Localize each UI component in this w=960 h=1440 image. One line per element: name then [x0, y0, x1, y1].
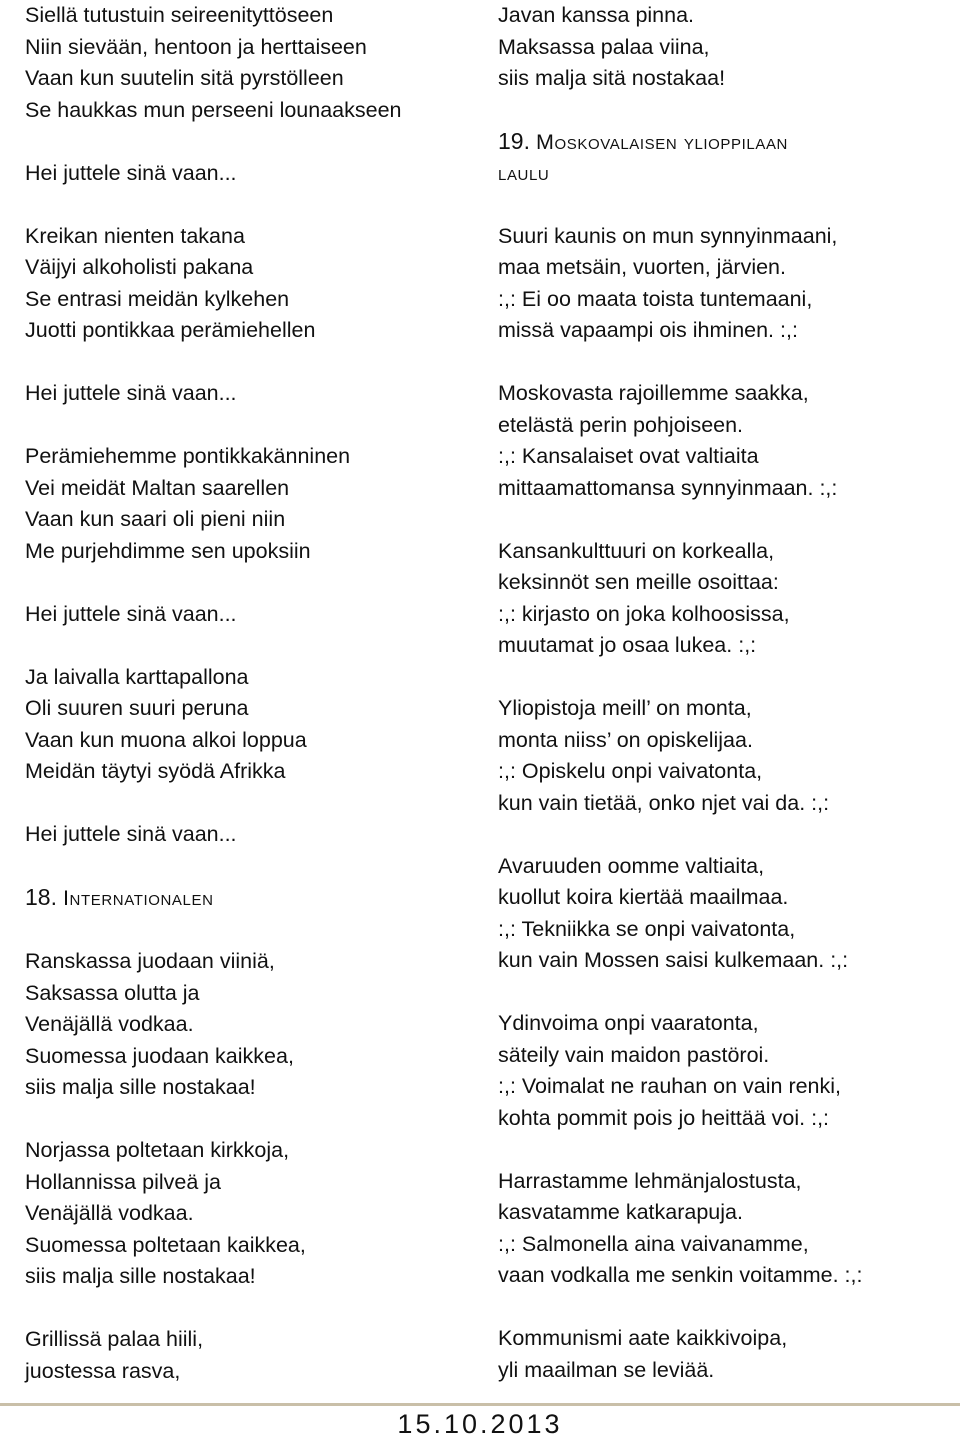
stanza-2: [25, 221, 465, 347]
song-number: 18.: [25, 884, 57, 910]
refrain: [25, 819, 465, 851]
stanza-3: [25, 441, 465, 567]
lyric-line: Perämiehemme pontikkakänninen: [25, 444, 351, 468]
refrain-line: Hei juttele sinä vaan...: [25, 601, 237, 626]
lyric-line: siis malja sille nostakaa!: [25, 1075, 256, 1099]
lyric-line: Ydinvoima onpi vaaratonta,: [498, 1011, 759, 1035]
lyric-line: kasvatamme katkarapuja.: [498, 1200, 743, 1224]
refrain-line: Hei juttele sinä vaan...: [25, 381, 237, 405]
lyric-line: Maksassa palaa viina,: [498, 34, 710, 59]
lyric-line: Moskovasta rajoillemme saakka,: [498, 381, 809, 405]
stanza-1: [25, 0, 465, 126]
refrain: [25, 158, 465, 190]
left-column: [25, 0, 465, 1419]
lyric-line: keksinnöt sen meille osoittaa:: [498, 570, 779, 594]
lyric-line: Suuri kaunis on mun synnyinmaani,: [498, 223, 838, 248]
lyric-line: Venäjällä vodkaa.: [25, 1201, 194, 1225]
lyric-line: Hollannissa pilveä ja: [25, 1169, 221, 1194]
stanza-5: [25, 946, 465, 1104]
lyric-line: Meidän täytyi syödä Afrikka: [25, 759, 286, 783]
lyric-line: Suomessa juodaan kaikkea,: [25, 1043, 294, 1068]
lyric-line: vaan vodkalla me senkin voitamme. :,:: [498, 1263, 863, 1287]
lyric-line: Se haukkas mun perseeni lounaakseen: [25, 97, 402, 122]
song-title: Internationalen: [62, 886, 214, 910]
lyric-line: siis malja sille nostakaa!: [25, 1264, 256, 1288]
lyric-line: Niin sievään, hentoon ja herttaiseen: [25, 34, 367, 59]
lyric-line: Vaan kun suutelin sitä pyrstölleen: [25, 66, 344, 90]
lyric-line: Me purjehdimme sen upoksiin: [25, 538, 311, 563]
lyric-line: mittaamattomansa synnyinmaan. :,:: [498, 475, 838, 500]
lyric-line: Norjassa poltetaan kirkkoja,: [25, 1138, 290, 1162]
stanza-7: [25, 1324, 465, 1387]
lyric-line: :,: Opiskelu onpi vaivatonta,: [498, 759, 763, 783]
lyric-line: Venäjällä vodkaa.: [25, 1012, 194, 1036]
lyric-line: Kommunismi aate kaikkivoipa,: [498, 1326, 788, 1350]
stanza-4: [498, 693, 948, 819]
lyric-line: :,: Kansalaiset ovat valtiaita: [498, 444, 759, 468]
lyric-line: Harrastamme lehmänjalostusta,: [498, 1168, 802, 1193]
lyric-line: :,: Voimalat ne rauhan on vain renki,: [498, 1074, 842, 1098]
lyric-line: kun vain Mossen saisi kulkemaan. :,:: [498, 948, 849, 972]
stanza-1: [498, 221, 948, 347]
lyric-line: Ranskassa juodaan viiniä,: [25, 949, 275, 973]
lyric-line: Avaruuden oomme valtiaita,: [498, 853, 765, 878]
lyric-line: :,: Ei oo maata toista tuntemaani,: [498, 286, 813, 311]
song-heading-19: [498, 126, 948, 189]
lyric-line: säteily vain maidon pastöroi.: [498, 1042, 770, 1067]
lyric-line: Väijyi alkoholisti pakana: [25, 255, 254, 279]
lyric-line: yli maailman se leviää.: [498, 1357, 715, 1382]
lyric-line: etelästä perin pohjoiseen.: [498, 412, 744, 437]
lyric-line: Suomessa poltetaan kaikkea,: [25, 1232, 306, 1257]
lyric-line: Grillissä palaa hiili,: [25, 1327, 204, 1351]
stanza-4: [25, 662, 465, 788]
stanza-6: [25, 1135, 465, 1293]
stanza-7: [498, 1166, 948, 1292]
song-title-continued: laulu: [498, 160, 550, 185]
lyric-line: Se entrasi meidän kylkehen: [25, 286, 290, 311]
footer-rule: [0, 1403, 960, 1406]
lyric-line: Juotti pontikkaa perämiehellen: [25, 318, 316, 342]
lyric-line: Kansankulttuuri on korkealla,: [498, 538, 775, 563]
stanza-2: [498, 378, 948, 504]
lyric-line: :,: kirjasto on joka kolhoosissa,: [498, 601, 790, 626]
stanza-8: [498, 1323, 948, 1386]
refrain: [25, 599, 465, 631]
lyric-line: Yliopistoja meill’ on monta,: [498, 696, 752, 720]
lyric-line: Ja laivalla karttapallona: [25, 664, 249, 689]
lyric-line: kuollut koira kiertää maailmaa.: [498, 885, 789, 909]
lyric-line: Vaan kun muona alkoi loppua: [25, 727, 307, 752]
stanza-6: [498, 1008, 948, 1134]
lyric-line: Vei meidät Maltan saarellen: [25, 475, 290, 500]
lyric-line: missä vapaampi ois ihminen. :,:: [498, 318, 798, 342]
lyric-line: siis malja sitä nostakaa!: [498, 66, 726, 90]
song-number: 19.: [498, 128, 530, 154]
right-column: [498, 0, 948, 1418]
lyric-line: muutamat jo osaa lukea. :,:: [498, 633, 757, 657]
stanza-continued: [498, 0, 948, 95]
lyric-line: :,: Tekniikka se onpi vaivatonta,: [498, 916, 796, 941]
lyric-line: kun vain tietää, onko njet vai da. :,:: [498, 790, 830, 815]
lyric-line: kohta pommit pois jo heittää voi. :,:: [498, 1105, 830, 1130]
lyric-line: Javan kanssa pinna.: [498, 3, 695, 27]
song-title: Moskovalaisen ylioppilaan: [535, 130, 788, 154]
stanza-3: [498, 536, 948, 662]
lyric-line: Saksassa olutta ja: [25, 980, 200, 1005]
lyric-line: maa metsäin, vuorten, järvien.: [498, 255, 786, 279]
footer-date: 15.10.2013: [397, 1409, 563, 1439]
lyric-line: Oli suuren suuri peruna: [25, 696, 249, 720]
lyric-line: monta niiss’ on opiskelijaa.: [498, 727, 753, 752]
refrain-line: Hei juttele sinä vaan...: [25, 822, 237, 846]
stanza-5: [498, 851, 948, 977]
song-heading-18: [25, 882, 465, 915]
lyric-line: Vaan kun saari oli pieni niin: [25, 507, 286, 531]
lyric-line: juostessa rasva,: [25, 1358, 181, 1383]
lyric-line: Siellä tutustuin seireenityttöseen: [25, 3, 334, 27]
refrain-line: Hei juttele sinä vaan...: [25, 160, 237, 185]
lyric-line: :,: Salmonella aina vaivanamme,: [498, 1231, 809, 1256]
lyric-line: Kreikan nienten takana: [25, 223, 245, 248]
refrain: [25, 378, 465, 410]
